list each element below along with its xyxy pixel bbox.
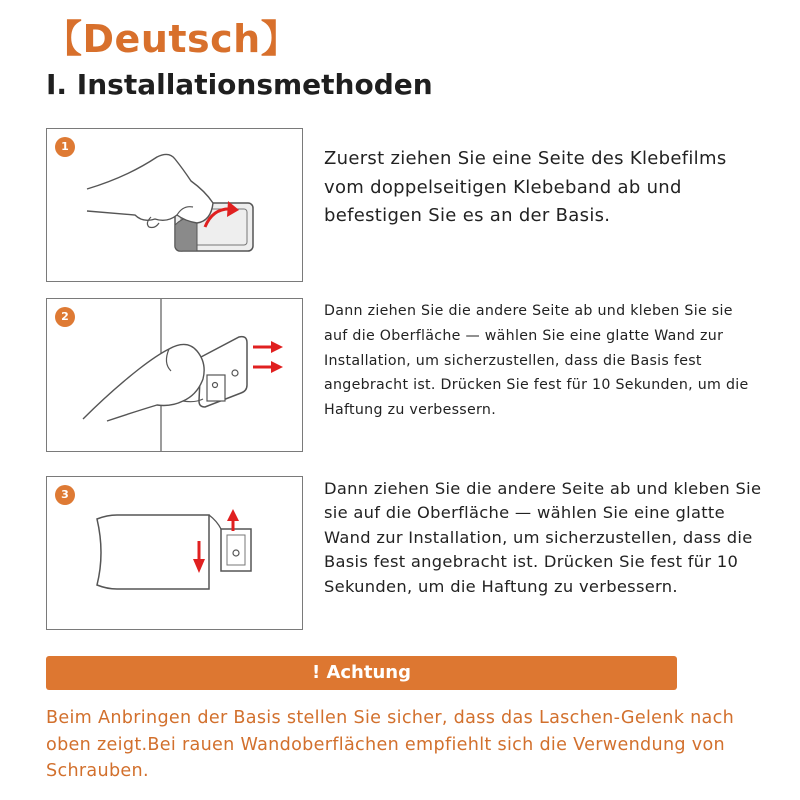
attention-banner: ! Achtung [46,656,677,690]
attention-text: Beim Anbringen der Basis stellen Sie sicher, dass das Laschen-Gelenk nach oben zeigt.Bei rauen Wandoberflächen empfiehlt sich die Verwendung von Schrauben. [46,708,735,781]
step-1-illustration-box [46,128,303,282]
step-3-badge: 3 [55,485,75,505]
hand-pressing-base-on-wall-illustration [47,299,302,451]
step-1-badge: 1 [55,137,75,157]
step-2-text: Dann ziehen Sie die andere Seite ab und kleben Sie sie auf die Oberfläche — wählen Sie eine glatte Wand zur Installation, um sicherzustellen, dass die Basis fest angebracht ist. Drücken Sie fest für 10 Sekunden, um die Haftung zu verbessern. [324,303,749,419]
step-3-illustration-box [46,476,303,630]
sliding-holder-onto-base-illustration [47,477,302,629]
step-3-text: Dann ziehen Sie die andere Seite ab und kleben Sie sie auf die Oberfläche — wählen Sie eine glatte Wand zur Installation, um sicherzustellen, dass die Basis fest angebracht ist. Drücken Sie fest für 10 Sekunden, um die Haftung zu verbessern. [324,479,762,596]
hand-peeling-adhesive-illustration [47,129,302,281]
section-title: I. Installationsmethoden [46,68,433,101]
step-2-badge: 2 [55,307,75,327]
step-2-illustration-box [46,298,303,452]
language-title: 【Deutsch】 [44,17,300,61]
step-1-text: Zuerst ziehen Sie eine Seite des Klebefilms vom doppelseitigen Klebeband ab und befestigen Sie es an der Basis. [324,148,727,227]
